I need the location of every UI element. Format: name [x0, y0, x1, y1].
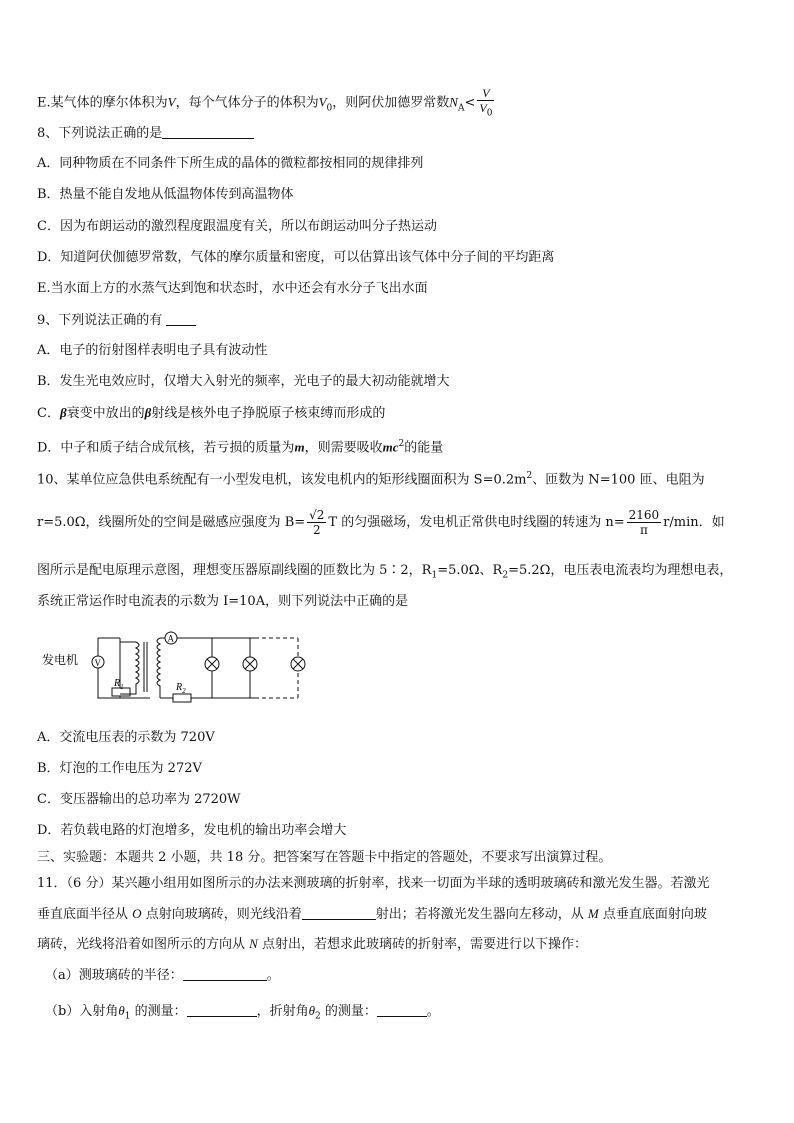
q7e-text-a: E.某气体的摩尔体积为: [37, 95, 168, 111]
q8-option-b: B．热量不能自发地从低温物体传到高温物体: [37, 187, 294, 202]
q10-l1a: 10、某单位应急供电系统配有一小型发电机，该发电机内的矩形线圈面积为 S=0.2m: [37, 472, 527, 488]
frac-den: V: [479, 101, 487, 115]
q10-l3b: =5.0Ω、R: [437, 563, 503, 578]
frac-sqrt2: √2: [309, 508, 325, 522]
section3-title: 三、实验题：本题共 2 小题，共 18 分。把答案写在答题卡中指定的答题处，不要求写出演算过程。: [37, 850, 612, 865]
q7-option-e: [37, 86, 496, 120]
point-o: O: [132, 906, 142, 921]
r1-letter: R: [114, 678, 121, 689]
q11b-mid: 的测量：: [134, 1004, 187, 1019]
r1-sub: 1: [431, 570, 438, 581]
theta2-sub: 2: [315, 1011, 321, 1022]
q11b-mid2: ，折射角: [256, 1004, 309, 1019]
q11b-blank-1[interactable]: [187, 1002, 257, 1017]
var-na: N: [449, 94, 458, 110]
theta1-sub: 1: [124, 1011, 131, 1022]
voltmeter-label: V: [94, 658, 101, 668]
q11-l2b: 点射向玻璃砖，则光线沿着: [145, 907, 302, 922]
ammeter-label: A: [167, 633, 174, 644]
q9-stem-text: 9、下列说法正确的有: [37, 313, 163, 328]
lamps: [205, 638, 305, 698]
v-over-v0-fraction: [477, 86, 494, 120]
frac-den-sub: 0: [486, 108, 493, 119]
q9c-post: 射线是核外电子挣脱原子核束缚而形成的: [151, 406, 386, 421]
q10-line4: 系统正常运作时电流表的示数为 I=10A，则下列说法中正确的是: [37, 594, 409, 609]
q11b-text: （b）入射角: [45, 1004, 119, 1019]
generator-label: 发电机: [42, 653, 79, 667]
q9-option-d: [37, 435, 443, 457]
beta-symbol: β: [59, 405, 67, 420]
q10-option-a: A．交流电压表的示数为 720V: [37, 730, 215, 745]
q7e-text-c: ，则阿伏加德罗常数: [332, 95, 450, 111]
q7e-text-b: ，每个气体分子的体积为: [175, 95, 319, 111]
q8-option-c: C．因为布朗运动的激烈程度跟温度有关，所以布朗运动叫分子热运动: [37, 219, 437, 234]
sqrt2-over-2-fraction: [307, 508, 326, 537]
dash-mask: [255, 638, 298, 698]
frac-two: 2: [312, 523, 321, 537]
var-v: V: [167, 94, 176, 110]
q10-l2c: r/min．如: [663, 515, 725, 530]
q11a-end: 。: [266, 968, 280, 983]
var-m: m: [294, 439, 305, 455]
q9d-post: 的能量: [404, 440, 444, 456]
q10-l2b: T 的匀强磁场，发电机正常供电时线圈的转速为 n=: [328, 515, 625, 530]
q11b-mid3: 的测量：: [324, 1004, 377, 1019]
var-v0: V: [318, 94, 327, 110]
q10-l1b: 、匝数为 N=100 匝、电阻为: [532, 472, 705, 488]
q11b-end: 。: [426, 1004, 440, 1019]
q11-l2c: 射出；若将激光发生器向左移动，从: [375, 907, 584, 922]
q11-line3: [37, 935, 587, 954]
frac-2160: 2160: [628, 508, 660, 522]
frac-pi: π: [639, 523, 648, 537]
q11-blank-1[interactable]: [302, 905, 376, 920]
point-m: M: [587, 906, 599, 921]
less-than: <: [464, 95, 476, 111]
q11-part-a: [45, 966, 280, 985]
q10-line1: [37, 467, 705, 489]
q11a-text: （a）测玻璃砖的半径：: [45, 968, 183, 983]
q9c-mid: 衰变中放出的: [66, 406, 145, 421]
q11-part-b: [45, 1002, 440, 1026]
r2-subscript: 2: [182, 687, 186, 695]
squared: 2: [398, 439, 405, 449]
q8-stem-text: 8、下列说法正确的是: [37, 126, 163, 141]
q11-line1: 11．（6 分）某兴趣小组用如图所示的办法来测玻璃的折射率，找来一切面为半球的透明玻璃砖和激光发生器。若激光: [37, 876, 710, 891]
q8-stem: [37, 124, 254, 143]
q8-option-e: E.当水面上方的水蒸气达到饱和状态时，水中还会有水分子飞出水面: [37, 281, 428, 296]
r1-subscript: 1: [120, 683, 124, 691]
q9-option-c: [37, 404, 385, 423]
q9-option-a: A．电子的衍射图样表明电子具有波动性: [37, 343, 268, 358]
q10-l3c: =5.2Ω，电压表电流表均为理想电表，: [508, 563, 733, 578]
q10-l3a: 图所示是配电原理示意图，理想变压器原副线圈的匝数比为 5∶2，R: [37, 563, 432, 578]
q10-option-b: B．灯泡的工作电压为 272V: [37, 761, 202, 776]
circuit-diagram: [40, 628, 310, 708]
r2-label: [175, 682, 186, 695]
secondary-coil: [157, 638, 160, 698]
frac-num: V: [482, 86, 490, 100]
q10-l1-sup: 2: [526, 471, 533, 481]
load-dashed-rails: [255, 638, 298, 698]
q10-option-c: C．变压器输出的总功率为 2720W: [37, 792, 241, 807]
q11-l2d: 点垂直底面射向玻: [602, 907, 707, 922]
q11-l2a: 垂直底面半径从: [37, 907, 129, 922]
q11-line2: [37, 905, 707, 924]
var-na-sub: A: [457, 103, 465, 114]
q11-l3b: 点射出，若想求此玻璃砖的折射率，需要进行以下操作：: [261, 937, 587, 952]
q9d-mid: ，则需要吸收: [304, 440, 383, 456]
q10-l2a: r=5.0Ω，线圈所处的空间是磁感应强度为 B=: [37, 515, 306, 530]
r2-sub: 2: [502, 570, 509, 581]
theta1-symbol: θ: [118, 1003, 125, 1018]
q8-answer-blank[interactable]: [162, 124, 254, 139]
q10-line2: [37, 507, 725, 539]
beta-symbol-2: β: [144, 405, 152, 420]
q8-option-a: A．同种物质在不同条件下所生成的晶体的微粒都按相同的规律排列: [37, 156, 424, 171]
q11b-blank-2[interactable]: [377, 1002, 427, 1017]
q9c-pre: C．: [37, 406, 60, 421]
var-mc: mc: [382, 439, 399, 455]
q11-l3a: 璃砖，光线将沿着如图所示的方向从: [37, 937, 246, 952]
q10-line3: [37, 562, 732, 585]
q9-stem: [37, 311, 196, 330]
q11a-blank[interactable]: [183, 966, 267, 981]
speed-fraction: [627, 508, 662, 537]
q10-option-d: D．若负载电路的灯泡增多，发电机的输出功率会增大: [37, 823, 347, 838]
var-v0-sub: 0: [326, 103, 333, 114]
q9d-pre: D．中子和质子结合成氘核，若亏损的质量为: [37, 440, 295, 456]
q9-answer-blank[interactable]: [166, 311, 196, 326]
theta2-symbol: θ: [308, 1003, 316, 1018]
q8-option-d: D．知道阿伏伽德罗常数，气体的摩尔质量和密度，可以估算出该气体中分子间的平均距离: [37, 250, 555, 265]
point-n: N: [249, 936, 258, 951]
q9-option-b: B．发生光电效应时，仅增大入射光的频率，光电子的最大初动能就增大: [37, 374, 450, 389]
r2-resistor: [173, 694, 191, 702]
r2-letter: R: [176, 682, 183, 693]
